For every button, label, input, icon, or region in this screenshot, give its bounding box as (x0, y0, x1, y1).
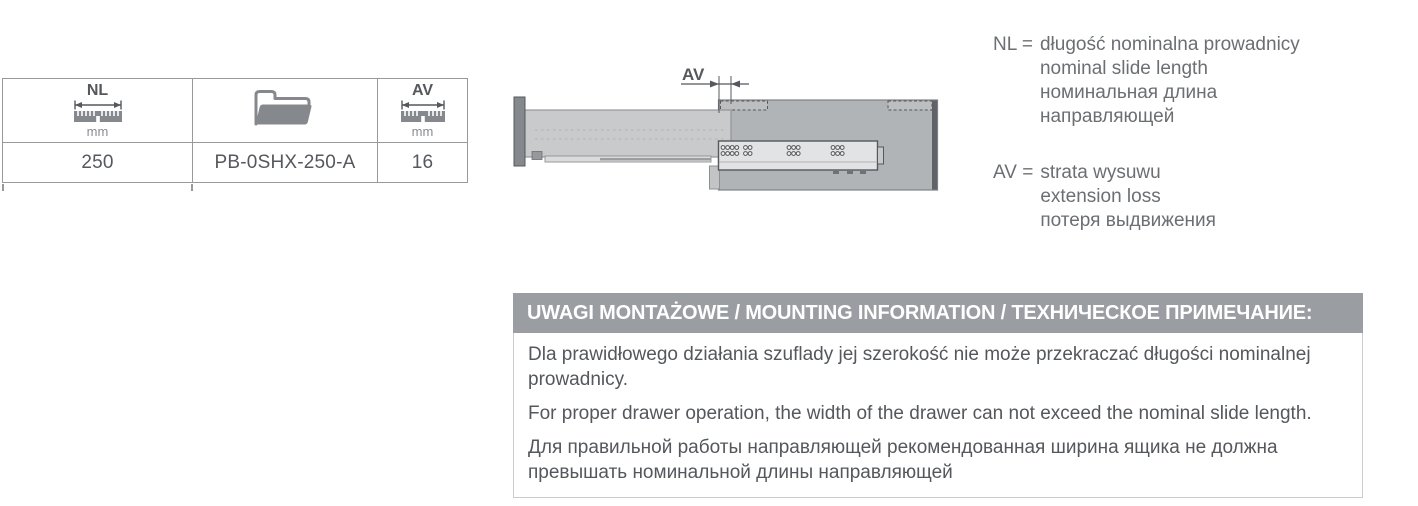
legend-av-line: потеря выдвижения (1040, 210, 1216, 231)
mounting-info-body (513, 333, 1363, 498)
cabinet-notch-left (721, 101, 768, 110)
av-unit: mm (411, 124, 434, 139)
table-header-product (193, 79, 378, 143)
legend-av (993, 161, 1216, 233)
nl-unit: mm (86, 124, 109, 139)
slide-diagram (505, 58, 945, 198)
legend-nl-line: nominal slide length (1039, 58, 1208, 79)
front-bracket (514, 97, 525, 166)
mounting-info-box (513, 293, 1363, 498)
av-dimension-label: AV (682, 65, 705, 84)
rail-under-marks (833, 171, 866, 174)
legend-av-line: extension loss (1040, 186, 1161, 207)
legend-nl-line: długość nominalna prowadnicy (1039, 34, 1300, 55)
legend-av-line: strata wysuwu (1040, 162, 1161, 183)
nl-label: NL (86, 82, 109, 99)
runner-strip-inner (600, 158, 711, 160)
table-header-row (3, 79, 468, 143)
cell-nl-value: 250 (3, 143, 193, 183)
legend-av-term: AV = (993, 162, 1034, 183)
table-next-row-stub (191, 184, 193, 191)
legend-nl-line: номинальная длина (1039, 82, 1218, 103)
cabinet-notch-right (888, 101, 932, 110)
table-header-av (378, 79, 468, 143)
spec-table (2, 78, 468, 183)
cabinet-back-edge (932, 101, 937, 190)
bracket-tab (532, 152, 542, 160)
mounting-note-en: For proper drawer operation, the width of the drawer can not exceed the nominal slide length. (528, 403, 1312, 424)
cell-av-value: 16 (378, 143, 468, 183)
mounting-note-pl: Dla prawidłowego działania szuflady jej szerokość nie może przekraczać długości nominalnej prowadnicy. (528, 344, 1311, 390)
mounting-note-ru: Для правильной работы направляющей рекомендованная ширина ящика не должна превышать номинальной длины направляющей (528, 437, 1278, 483)
rail-end-tab (878, 147, 884, 164)
drawer-member (523, 110, 731, 157)
av-label: AV (411, 82, 434, 99)
legend-nl-line: направляющей (1039, 106, 1175, 127)
legend-nl-term: NL = (993, 34, 1033, 55)
table-next-row-stub (2, 184, 4, 191)
ruler-icon (71, 100, 125, 124)
mounting-info-header: UWAGI MONTAŻOWE / MOUNTING INFORMATION / ТЕХНИЧЕСКОЕ ПРИМЕЧАНИЕ: (513, 293, 1363, 333)
ruler-icon (399, 100, 447, 124)
folder-icon (250, 85, 320, 131)
table-row (3, 143, 468, 183)
legend-nl (993, 33, 1300, 129)
cell-product-code: PB-0SHX-250-A (193, 143, 378, 183)
table-header-nl (3, 79, 193, 143)
